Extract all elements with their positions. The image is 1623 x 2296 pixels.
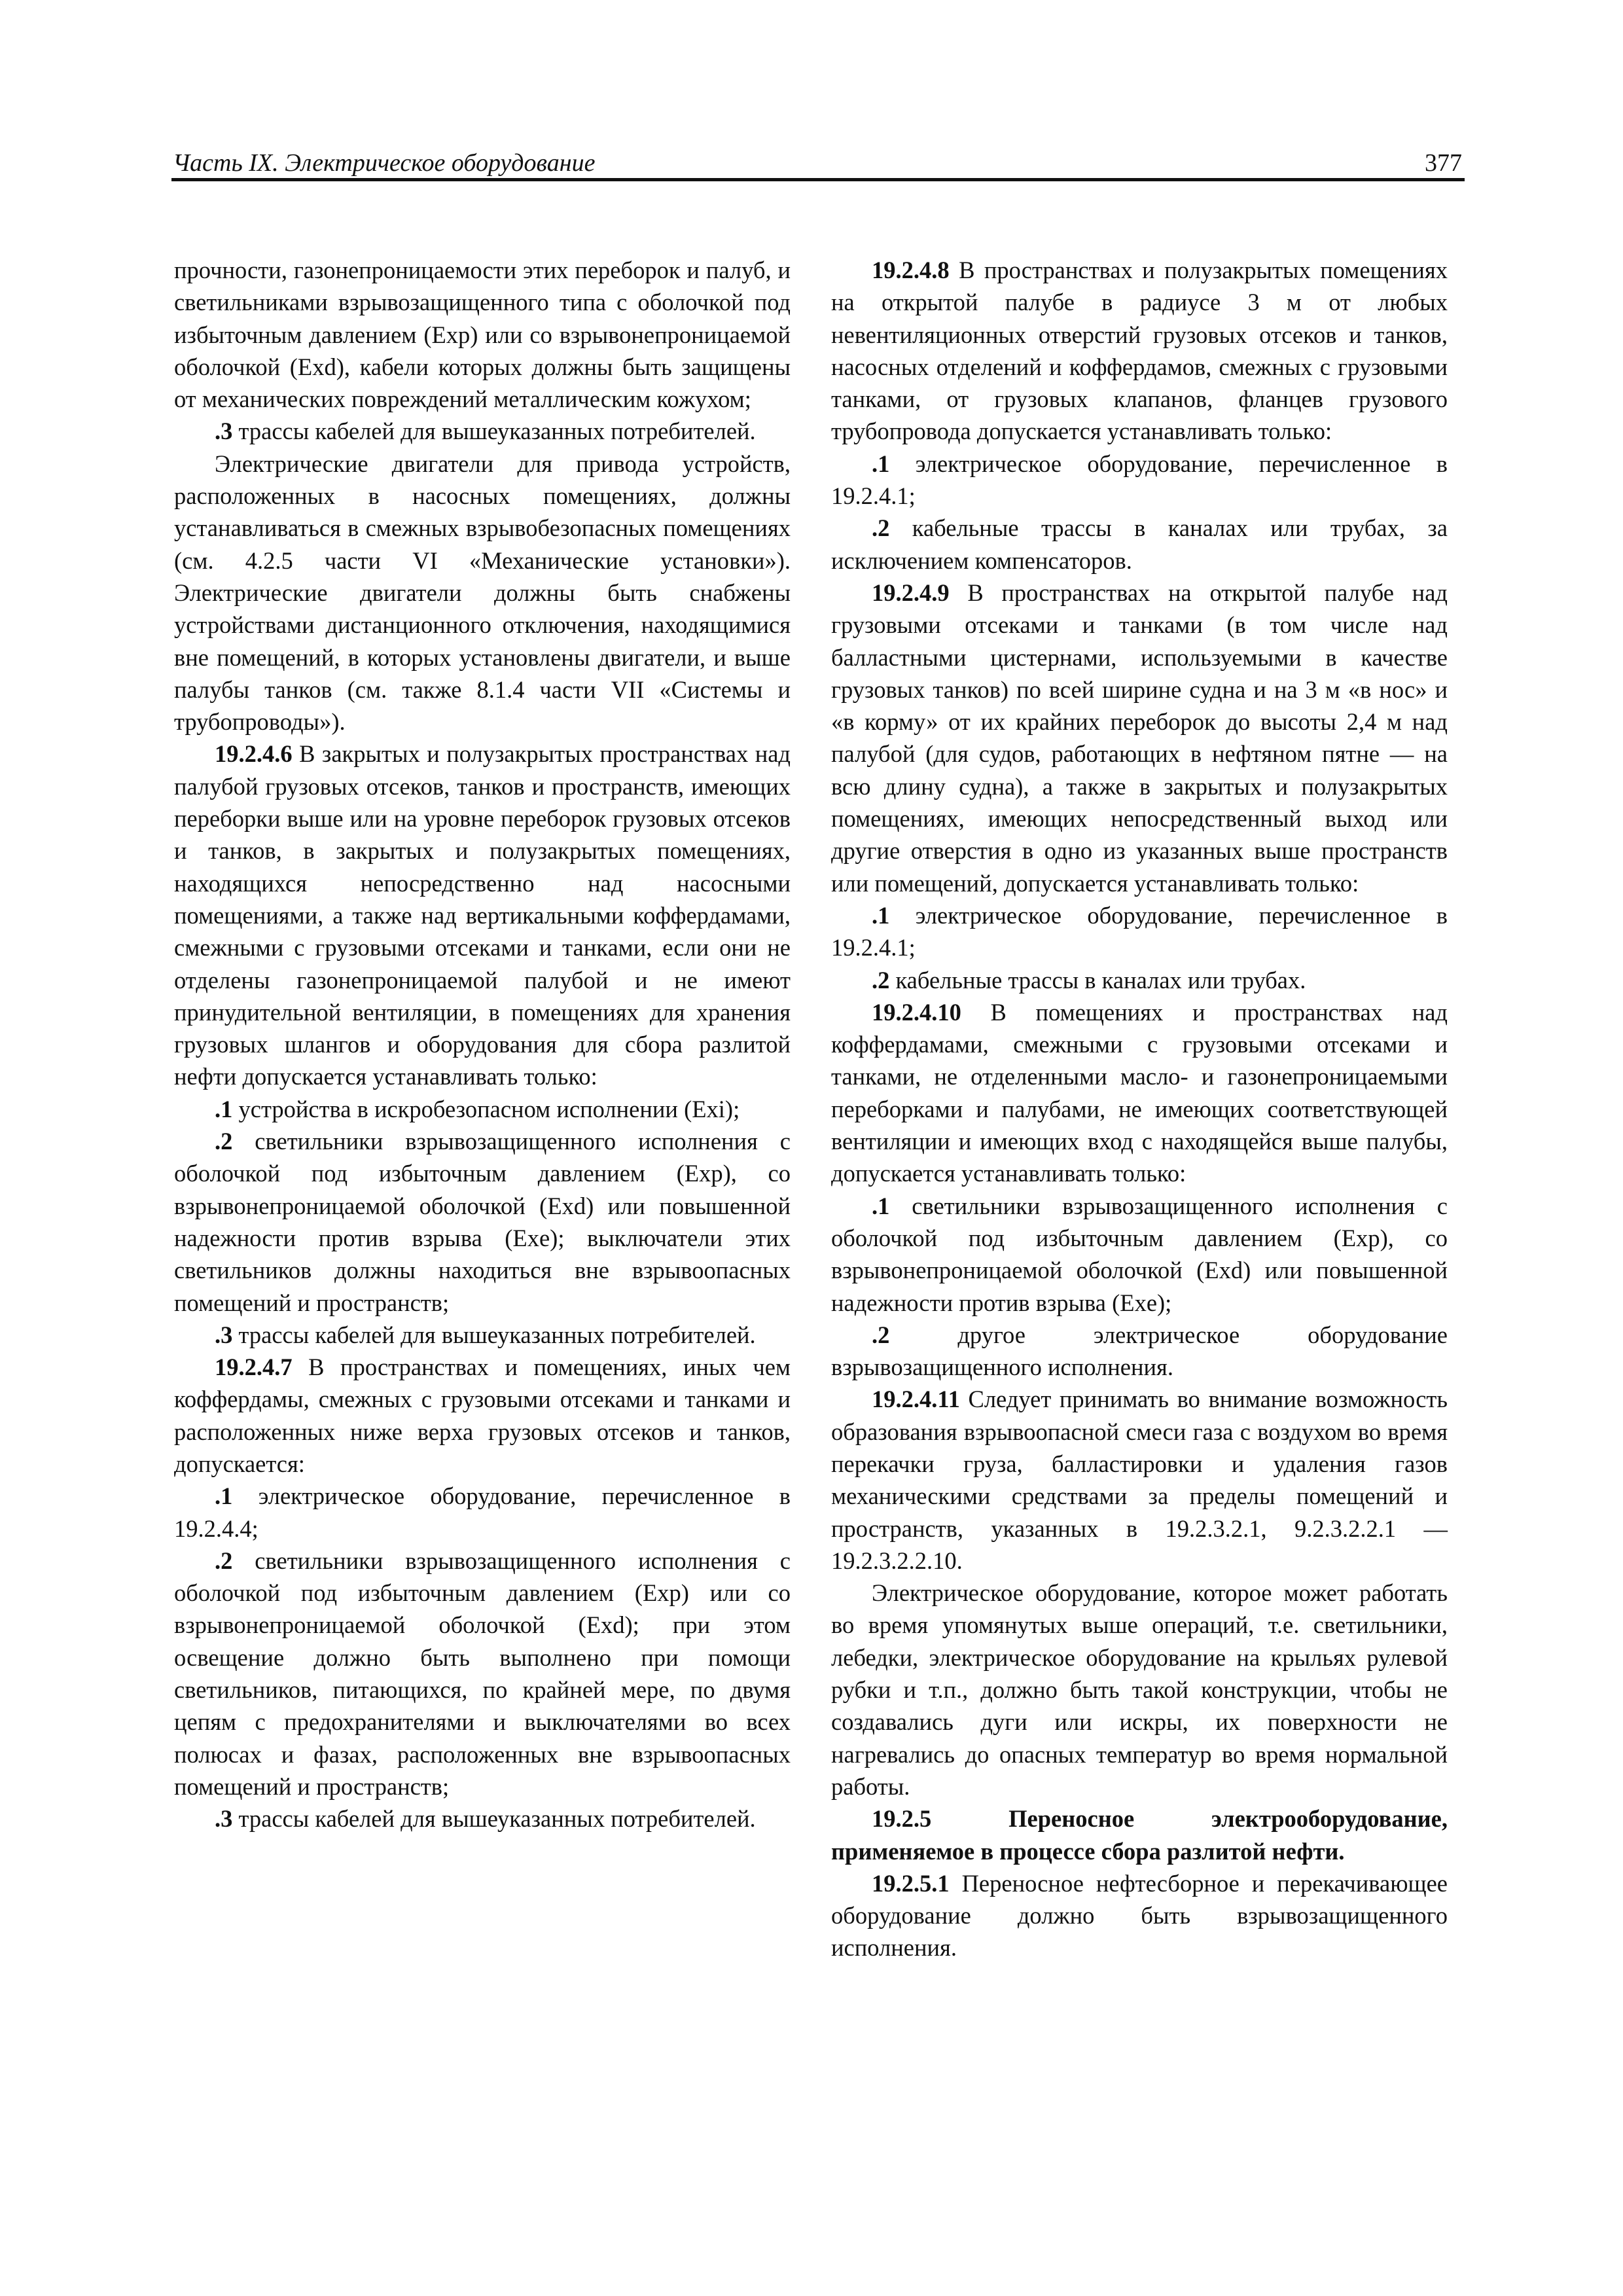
list-item <box>174 1125 791 1319</box>
item-text: кабельные трассы в каналах или трубах, за исключением компенсаторов. <box>831 514 1448 574</box>
item-number: .1 <box>872 450 890 477</box>
paragraph-text: прочности, газонепроницаемости этих переборок и палуб, и светильниками взрывозащищенного типа с оболочкой под избыточным давлением (Exp) или со взрывонепроницаемой оболочкой (Exd), кабели которых должны быть защищены от механических повреждений металлическим кожухом; <box>174 257 791 413</box>
clause-text: В закрытых и полузакрытых пространствах над палубой грузовых отсеков, танков и пространств, имеющих переборки выше или на уровне переборок грузовых отсеков и танков, в закрытых и полузакрытых помещениях, находящихся непосредственно над насосными помещениями, а также над вертикальными коффердамами, смежными с грузовыми отсеками и танками, если они не отделены газонепроницаемой палубой и не имеют принудительной вентиляции, в помещениях для хранения грузовых шлангов и оборудования для сбора разлитой нефти допускается устанавливать только: <box>174 740 791 1090</box>
item-number: .2 <box>872 1321 890 1348</box>
clause-text: Переносное нефтесборное и перекачивающее оборудование должно быть взрывозащищенного исполнения. <box>831 1869 1448 1962</box>
paragraph <box>174 448 791 738</box>
clause-number: 19.2.4.9 <box>872 579 950 606</box>
item-number: .3 <box>215 418 233 445</box>
item-number: .2 <box>215 1128 233 1155</box>
item-text: кабельные трассы в каналах или трубах. <box>889 966 1306 994</box>
item-text: другое электрическое оборудование взрывозащищенного исполнения. <box>831 1321 1448 1381</box>
paragraph <box>174 254 791 415</box>
clause <box>831 254 1448 448</box>
list-item <box>174 1545 791 1803</box>
item-number: .1 <box>872 1192 890 1219</box>
clause-text: В пространствах на открытой палубе над грузовыми отсеками и танками (в том числе над балластными цистернами, используемыми в качестве грузовых танков) по всей ширине судна и на 3 м «в нос» и «в корму» от их крайних переборок до высоты 2,4 м над палубой (для судов, работающих в нефтяном пятне — на всю длину судна), а также в закрытых и полузакрытых помещениях, имеющих непосредственный выход или другие отверстия в одно из указанных выше пространств или помещений, допускается устанавливать только: <box>831 579 1448 897</box>
running-title: Часть IX. Электрическое оборудование <box>173 149 596 177</box>
paragraph-text: Электрическое оборудование, которое может работать во время упомянутых выше операций, т.е. светильники, лебедки, электрическое оборудование на крыльях рулевой рубки и т.п., должно быть такой конструкции, чтобы не создавались дуги или искры, их поверхности не нагревались до опасных температур во время нормальной работы. <box>831 1579 1448 1800</box>
item-number: .1 <box>872 901 890 929</box>
item-text: светильники взрывозащищенного исполнения с оболочкой под избыточным давлением (Exp), со взрывонепроницаемой оболочкой (Exd) или повышенной надежности против взрыва (Exe); <box>831 1192 1448 1316</box>
item-text: светильники взрывозащищенного исполнения с оболочкой под избыточным давлением (Exp), со взрывонепроницаемой оболочкой (Exd) или повышенной надежности против взрыва (Exe); выключатели этих светильников должны находиться вне взрывоопасных помещений и пространств; <box>174 1128 791 1316</box>
list-item <box>831 964 1448 996</box>
clause <box>831 577 1448 899</box>
section-heading <box>831 1803 1448 1867</box>
paragraph-text: Электрические двигатели для привода устройств, расположенных в насосных помещениях, должны устанавливаться в смежных взрывобезопасных помещениях (см. 4.2.5 части VI «Механические установки»). Электрические двигатели должны быть снабжены устройствами дистанционного отключения, находящимися вне помещений, в которых установлены двигатели, и выше палубы танков (см. также 8.1.4 части VII «Системы и трубопроводы»). <box>174 450 791 736</box>
running-header <box>171 148 1465 181</box>
clause-number: 19.2.4.7 <box>215 1354 293 1381</box>
paragraph <box>831 1577 1448 1803</box>
clause-number: 19.2.4.6 <box>215 740 293 768</box>
item-text: электрическое оборудование, перечисленное в 19.2.4.1; <box>831 450 1448 510</box>
list-item <box>174 1319 791 1351</box>
clause-text: В помещениях и пространствах над коффердамами, смежными с грузовыми отсеками и танками, не отделенными масло- и газонепроницаемыми переборками и палубами, не имеющих соответствующей вентиляции и имеющих вход с находящейся выше палубы, допускается устанавливать только: <box>831 998 1448 1187</box>
page-number: 377 <box>1425 149 1462 177</box>
list-item <box>174 1093 791 1125</box>
item-number: .2 <box>215 1547 233 1574</box>
list-item <box>831 448 1448 512</box>
list-item <box>831 1190 1448 1319</box>
clause-number: 19.2.4.10 <box>872 998 961 1026</box>
clause <box>174 738 791 1092</box>
clause-number: 19.2.5.1 <box>872 1869 950 1897</box>
item-text: электрическое оборудование, перечисленное в 19.2.4.1; <box>831 901 1448 961</box>
list-item <box>174 415 791 447</box>
clause <box>831 1383 1448 1577</box>
item-number: .1 <box>215 1482 233 1510</box>
clause-text: Следует принимать во внимание возможность образования взрывоопасной смеси газа с воздухом во время перекачки груза, балластировки и удаления газов механическими средствами за пределы помещений и пространств, указанных в 19.2.3.2.1, 9.2.3.2.2.1 — 19.2.3.2.2.10. <box>831 1386 1448 1574</box>
clause-number: 19.2.4.11 <box>872 1386 960 1413</box>
item-number: .3 <box>215 1321 233 1348</box>
clause <box>831 1867 1448 1964</box>
left-column <box>174 254 791 1835</box>
list-item <box>174 1480 791 1545</box>
item-text: электрическое оборудование, перечисленное в 19.2.4.4; <box>174 1482 791 1542</box>
list-item <box>831 1319 1448 1384</box>
section-title: Переносное электрооборудование, применяемое в процессе сбора разлитой нефти. <box>831 1805 1448 1865</box>
item-text: трассы кабелей для вышеуказанных потребителей. <box>232 1805 756 1833</box>
item-number: .2 <box>872 966 890 994</box>
item-number: .2 <box>872 514 890 542</box>
clause-text: В пространствах и полузакрытых помещениях на открытой палубе в радиусе 3 м от любых невентиляционных отверстий грузовых отсеков и танков, насосных отделений и коффердамов, смежных с грузовыми танками, от грузовых клапанов, фланцев грузового трубопровода допускается устанавливать только: <box>831 257 1448 445</box>
section-number: 19.2.5 <box>872 1805 932 1833</box>
list-item <box>831 899 1448 964</box>
clause-number: 19.2.4.8 <box>872 257 950 283</box>
list-item <box>831 512 1448 577</box>
right-column <box>831 254 1448 1964</box>
clause <box>831 996 1448 1190</box>
clause-text: В пространствах и помещениях, иных чем коффердамы, смежных с грузовыми отсеками и танками и расположенных ниже верха грузовых отсеков и танков, допускается: <box>174 1354 791 1477</box>
item-text: светильники взрывозащищенного исполнения с оболочкой под избыточным давлением (Exp) или со взрывонепроницаемой оболочкой (Exd); при этом освещение должно быть выполнено при помощи светильников, питающихся, по крайней мере, по двумя цепям с предохранителями и выключателями во всех полюсах и фазах, расположенных вне взрывоопасных помещений и пространств; <box>174 1547 791 1800</box>
clause <box>174 1351 791 1480</box>
item-text: трассы кабелей для вышеуказанных потребителей. <box>232 1321 756 1348</box>
item-number: .3 <box>215 1805 233 1833</box>
item-text: устройства в искробезопасном исполнении (Exi); <box>232 1095 740 1122</box>
item-text: трассы кабелей для вышеуказанных потребителей. <box>232 418 756 445</box>
list-item <box>174 1803 791 1835</box>
item-number: .1 <box>215 1095 233 1122</box>
